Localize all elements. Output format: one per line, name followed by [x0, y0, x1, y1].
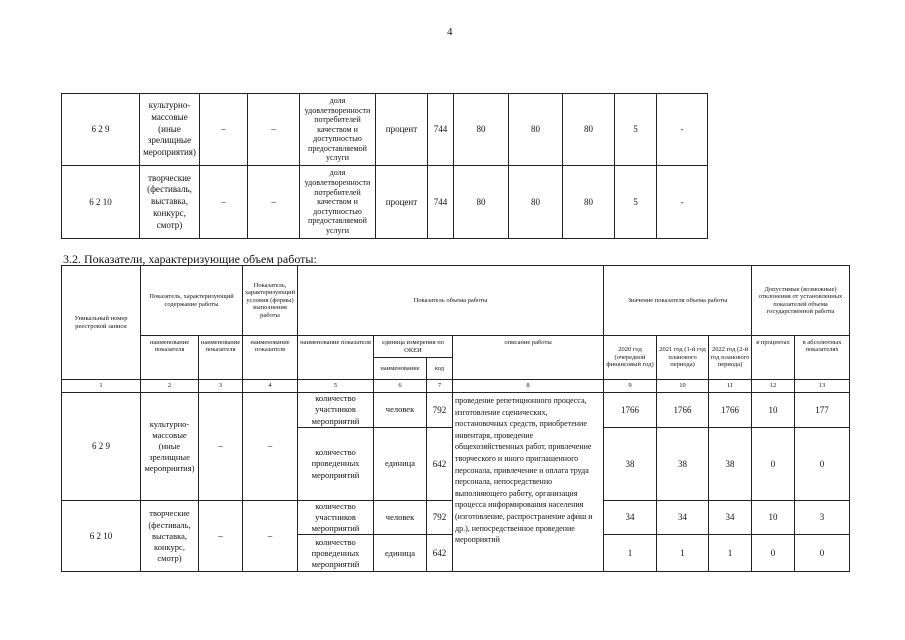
value-2021: 1: [657, 535, 709, 572]
work-category: творческие (фестиваль, выставка, конкурс, смотр): [141, 501, 199, 572]
header-work-description: описание работы: [453, 336, 604, 380]
header-indicator-name: наименование показателя: [243, 336, 298, 380]
section-title: 3.2. Показатели, характеризующие объем работы:: [63, 252, 317, 266]
okei-code: 642: [427, 535, 453, 572]
value-2022: 80: [563, 166, 615, 239]
value-2021: 38: [657, 428, 709, 501]
value-2022: 1766: [709, 393, 752, 428]
indicator-name: доля удовлетворенности потребителей качеством и доступностью предоставляемой услуги: [300, 94, 376, 166]
header-values: Значение показателя объема работы: [604, 266, 752, 336]
header-unit-name: наименование: [374, 358, 427, 380]
cell: –: [243, 393, 298, 501]
okei-code: 792: [427, 393, 453, 428]
deviation-absolute: -: [657, 94, 708, 166]
header-indicator-name: наименование показателя: [141, 336, 199, 380]
indicator-name: доля удовлетворенности потребителей качеством и доступностью предоставляемой услуги: [300, 166, 376, 239]
value-2022: 38: [709, 428, 752, 501]
column-number: 10: [657, 380, 709, 393]
deviation-absolute: -: [657, 166, 708, 239]
registry-code: 6 2 10: [62, 501, 141, 572]
column-number: 2: [141, 380, 199, 393]
column-number: 1: [62, 380, 141, 393]
indicator-name: количество участников мероприятий: [298, 501, 374, 535]
deviation-percent: 10: [752, 501, 795, 535]
column-number: 7: [427, 380, 453, 393]
okei-code: 642: [427, 428, 453, 501]
cell: –: [243, 501, 298, 572]
column-number: 11: [709, 380, 752, 393]
column-number: 6: [374, 380, 427, 393]
cell: –: [199, 501, 243, 572]
value-2021: 34: [657, 501, 709, 535]
column-number: 9: [604, 380, 657, 393]
column-number: 3: [199, 380, 243, 393]
registry-code: 6 2 9: [62, 393, 141, 501]
deviation-percent: 0: [752, 535, 795, 572]
registry-code: 6 2 9: [62, 94, 140, 166]
cell: –: [199, 393, 243, 501]
okei-code: 744: [428, 166, 454, 239]
indicator-name: количество участников мероприятий: [298, 393, 374, 428]
value-2020: 38: [604, 428, 657, 501]
header-indicator-name: наименование показателя: [199, 336, 243, 380]
value-2021: 80: [509, 94, 563, 166]
unit-name: человек: [374, 393, 427, 428]
deviation-absolute: 3: [795, 501, 850, 535]
column-number: 13: [795, 380, 850, 393]
value-2020: 1766: [604, 393, 657, 428]
okei-code: 744: [428, 94, 454, 166]
unit-name: человек: [374, 501, 427, 535]
work-category: творческие (фестиваль, выставка, конкурс, смотр): [140, 166, 200, 239]
header-content: Показатель, характеризующий содержание работы: [141, 266, 243, 336]
indicator-name: количество проведенных мероприятий: [298, 428, 374, 501]
deviation-percent: 0: [752, 428, 795, 501]
header-indicator-name: наименование показателя: [298, 336, 374, 380]
column-number: 12: [752, 380, 795, 393]
column-number: 4: [243, 380, 298, 393]
value-2020: 1: [604, 535, 657, 572]
work-category: культурно-массовые (иные зрелищные мероприятия): [140, 94, 200, 166]
cell: –: [200, 166, 248, 239]
value-2022: 80: [563, 94, 615, 166]
quality-indicators-table: [61, 93, 708, 239]
unit-name: процент: [376, 166, 428, 239]
value-2020: 80: [454, 166, 509, 239]
work-description: проведение репетиционного процесса, изготовление сценических, постановочных средств, приобретение инвентаря, проведение общехозяйственных работ, привлечение творческого и иного приглашенного персонала, привлечение и оплата труда персонала, непосредственно выполняющего работу, организация процесса информирования населения (изготовление, распространение афиш и др.), непосредственное проведение мероприятий: [453, 393, 604, 572]
unit-name: единица: [374, 428, 427, 501]
header-in-absolute: в абсолютных показателях: [795, 336, 850, 380]
cell: –: [200, 94, 248, 166]
cell: –: [248, 94, 300, 166]
deviation-percent: 10: [752, 393, 795, 428]
header-conditions: Показатель, характеризующий условия (формы) выполнения работы: [243, 266, 298, 336]
column-number: 5: [298, 380, 374, 393]
value-2020: 80: [454, 94, 509, 166]
table-row: [62, 393, 850, 428]
page-number: 4: [447, 26, 453, 38]
table-row: [62, 94, 708, 166]
value-2022: 34: [709, 501, 752, 535]
column-numbers-row: [62, 380, 850, 393]
header-year-2020: 2020 год (очередной финансовый год): [604, 336, 657, 380]
volume-indicators-table: [61, 265, 850, 572]
deviation-absolute: 177: [795, 393, 850, 428]
header-unit-okei: единица измерения по ОКЕИ: [374, 336, 453, 358]
column-number: 8: [453, 380, 604, 393]
unit-name: процент: [376, 94, 428, 166]
work-category: культурно-массовые (иные зрелищные мероприятия): [141, 393, 199, 501]
deviation-percent: 5: [615, 166, 657, 239]
indicator-name: количество проведенных мероприятий: [298, 535, 374, 572]
header-unit-code: код: [427, 358, 453, 380]
deviation-percent: 5: [615, 94, 657, 166]
okei-code: 792: [427, 501, 453, 535]
value-2020: 34: [604, 501, 657, 535]
header-row: [62, 336, 850, 358]
header-volume: Показатель объема работы: [298, 266, 604, 336]
value-2022: 1: [709, 535, 752, 572]
deviation-absolute: 0: [795, 428, 850, 501]
header-registry: Уникальный номер реестровой записи: [62, 266, 141, 380]
registry-code: 6 2 10: [62, 166, 140, 239]
header-row: [62, 266, 850, 336]
header-year-2021: 2021 год (1-й год планового периода): [657, 336, 709, 380]
deviation-absolute: 0: [795, 535, 850, 572]
value-2021: 80: [509, 166, 563, 239]
value-2021: 1766: [657, 393, 709, 428]
header-year-2022: 2022 год (2-й год планового периода): [709, 336, 752, 380]
header-deviations: Допустимые (возможные) отклонения от установленных показателей объема государственной работы: [752, 266, 850, 336]
unit-name: единица: [374, 535, 427, 572]
table-row: [62, 166, 708, 239]
header-in-percent: в процентах: [752, 336, 795, 380]
cell: –: [248, 166, 300, 239]
